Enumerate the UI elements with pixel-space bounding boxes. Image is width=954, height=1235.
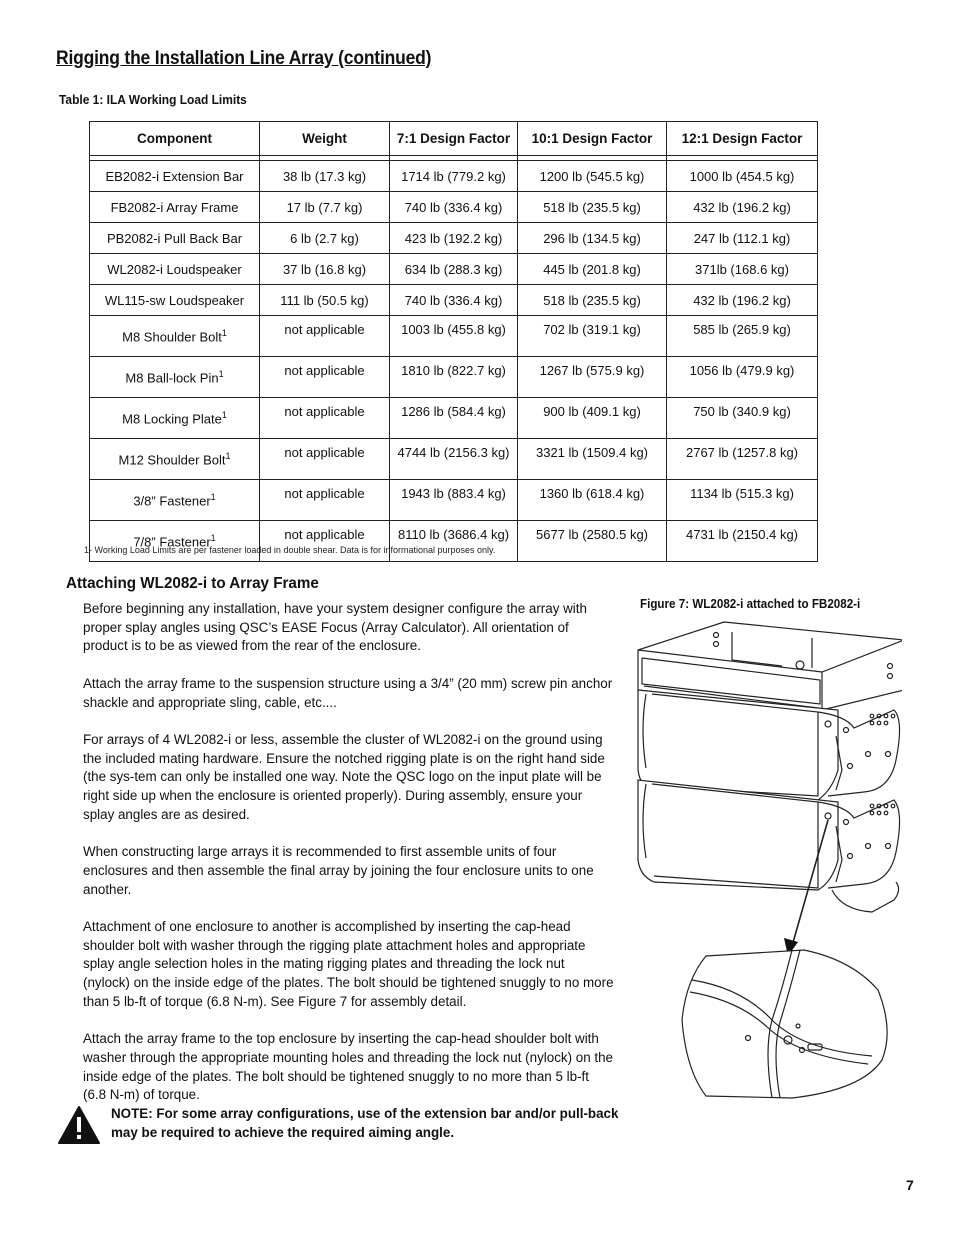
section-title: Attaching WL2082-i to Array Frame	[66, 575, 319, 592]
paragraph: Attachment of one enclosure to another is accomplished by inserting the cap-head shoulder bolt with washer through the rigging plate attachment holes and appropriate splay angle selection holes in the mating rigging plates and threading the lock nut (nylock) on the inside edge of the plates. The bolt should be tightened snuggly to no more than 5 lb-ft of torque (6.8 N-m). See Figure 7 for assembly detail.	[83, 918, 614, 1009]
table-footnote: 1- Working Load Limits are per fastener loaded in double shear. Data is for informational purposes only.	[84, 545, 496, 555]
cell-12to1: 750 lb (340.9 kg)	[667, 398, 818, 439]
cell-7to1: 740 lb (336.4 kg)	[390, 192, 518, 223]
header-component: Component	[90, 122, 260, 156]
footnote-marker: 1	[225, 450, 231, 461]
cell-7to1: 423 lb (192.2 kg)	[390, 223, 518, 254]
header-12to1: 12:1 Design Factor	[667, 122, 818, 156]
header-10to1: 10:1 Design Factor	[518, 122, 667, 156]
figure-caption: Figure 7: WL2082-i attached to FB2082-i	[640, 597, 861, 611]
cell-component: M8 Ball-lock Pin$^1$	[90, 357, 260, 398]
header-weight: Weight	[260, 122, 390, 156]
cell-7to1: 1810 lb (822.7 kg)	[390, 357, 518, 398]
table-row	[90, 254, 818, 285]
table-row	[90, 285, 818, 316]
table-row	[90, 439, 818, 480]
cell-component: EB2082-i Extension Bar	[90, 161, 260, 192]
table-row	[90, 316, 818, 357]
cell-12to1: 1056 lb (479.9 kg)	[667, 357, 818, 398]
cell-7to1: 1003 lb (455.8 kg)	[390, 316, 518, 357]
paragraph: Before beginning any installation, have your system designer configure the array with proper splay angles using QSC’s EASE Focus (Array Calculator). All orientation of product is to be as viewed from the rear of the enclosure.	[83, 601, 587, 654]
table-header-row	[90, 122, 818, 156]
footnote-marker: 1	[221, 327, 227, 338]
cell-12to1: 247 lb (112.1 kg)	[667, 223, 818, 254]
cell-7to1: 634 lb (288.3 kg)	[390, 254, 518, 285]
footnote-marker: 1	[210, 532, 216, 543]
cell-10to1: 518 lb (235.5 kg)	[518, 192, 667, 223]
cell-weight: not applicable	[260, 439, 390, 480]
cell-weight: not applicable	[260, 316, 390, 357]
table-row	[90, 398, 818, 439]
upper-enclosure-drawing	[638, 690, 900, 800]
page-number: 7	[906, 1177, 914, 1193]
detail-view-drawing	[682, 950, 887, 1098]
footnote-marker: 1	[218, 368, 224, 379]
body-text	[83, 600, 615, 1124]
cell-7to1: 1943 lb (883.4 kg)	[390, 480, 518, 521]
cell-10to1: 3321 lb (1509.4 kg)	[518, 439, 667, 480]
cell-weight: 6 lb (2.7 kg)	[260, 223, 390, 254]
cell-weight: not applicable	[260, 521, 390, 562]
cell-7to1: 4744 lb (2156.3 kg)	[390, 439, 518, 480]
footnote-marker: 1	[221, 409, 227, 420]
cell-component: PB2082-i Pull Back Bar	[90, 223, 260, 254]
cell-weight: not applicable	[260, 398, 390, 439]
paragraph: Attach the array frame to the suspension structure using a 3/4” (20 mm) screw pin anchor shackle and appropriate sling, cable, etc....	[83, 675, 613, 710]
array-frame-figure	[632, 620, 902, 1100]
cell-component: M8 Locking Plate$^1$	[90, 398, 260, 439]
cell-12to1: 432 lb (196.2 kg)	[667, 192, 818, 223]
cell-7to1: 740 lb (336.4 kg)	[390, 285, 518, 316]
table-row	[90, 161, 818, 192]
cell-12to1: 1134 lb (515.3 kg)	[667, 480, 818, 521]
paragraph: When constructing large arrays it is recommended to first assemble units of four enclosures and then assemble the final array by joining the four enclosure units to one another.	[83, 844, 594, 897]
cell-weight: not applicable	[260, 480, 390, 521]
table-row	[90, 480, 818, 521]
cell-component: WL115-sw Loudspeaker	[90, 285, 260, 316]
cell-7to1: 8110 lb (3686.4 kg)	[390, 521, 518, 562]
cell-10to1: 296 lb (134.5 kg)	[518, 223, 667, 254]
paragraph: For arrays of 4 WL2082-i or less, assemble the cluster of WL2082-i on the ground using the included mating hardware. Ensure the notched rigging plate is on the right hand side (the sys-tem can only be installed one way. Note the QSC logo on the input plate will be right side up when the enclosure is oriented properly). During assembly, ensure your splay angles are as desired.	[83, 731, 605, 822]
lower-enclosure-drawing	[638, 780, 900, 912]
cell-component: M12 Shoulder Bolt$^1$	[90, 439, 260, 480]
cell-12to1: 585 lb (265.9 kg)	[667, 316, 818, 357]
cell-12to1: 432 lb (196.2 kg)	[667, 285, 818, 316]
cell-12to1: 1000 lb (454.5 kg)	[667, 161, 818, 192]
cell-12to1: 2767 lb (1257.8 kg)	[667, 439, 818, 480]
paragraph: Attach the array frame to the top enclosure by inserting the cap-head shoulder bolt with washer through the appropriate mounting holes and threading the lock nut (nylock) on the inside edge of the plates. The bolt should be tightened snuggly to no more than 5 lb-ft (6.8 N-m) of torque.	[83, 1031, 614, 1103]
cell-component: M8 Shoulder Bolt$^1$	[90, 316, 260, 357]
load-limits-table	[89, 121, 818, 562]
note-text: NOTE: For some array configurations, use of the extension bar and/or pull-back may be required to achieve the required aiming angle.	[111, 1106, 619, 1140]
cell-7to1: 1714 lb (779.2 kg)	[390, 161, 518, 192]
cell-component: 7/8” Fastener$^1$	[90, 521, 260, 562]
cell-12to1: 4731 lb (2150.4 kg)	[667, 521, 818, 562]
cell-component: WL2082-i Loudspeaker	[90, 254, 260, 285]
page-title: Rigging the Installation Line Array (continued)	[56, 48, 432, 69]
cell-10to1: 1267 lb (575.9 kg)	[518, 357, 667, 398]
cell-10to1: 900 lb (409.1 kg)	[518, 398, 667, 439]
cell-component: 3/8” Fastener$^1$	[90, 480, 260, 521]
table-caption: Table 1: ILA Working Load Limits	[59, 92, 247, 107]
cell-10to1: 1360 lb (618.4 kg)	[518, 480, 667, 521]
header-7to1: 7:1 Design Factor	[390, 122, 518, 156]
cell-12to1: 371lb (168.6 kg)	[667, 254, 818, 285]
table-row	[90, 521, 818, 562]
cell-weight: 38 lb (17.3 kg)	[260, 161, 390, 192]
cell-10to1: 445 lb (201.8 kg)	[518, 254, 667, 285]
cell-10to1: 1200 lb (545.5 kg)	[518, 161, 667, 192]
table-row	[90, 192, 818, 223]
warning-icon	[57, 1105, 101, 1145]
cell-weight: not applicable	[260, 357, 390, 398]
cell-weight: 17 lb (7.7 kg)	[260, 192, 390, 223]
footnote-marker: 1	[210, 491, 216, 502]
cell-10to1: 518 lb (235.5 kg)	[518, 285, 667, 316]
cell-weight: 111 lb (50.5 kg)	[260, 285, 390, 316]
table-row	[90, 223, 818, 254]
cell-10to1: 5677 lb (2580.5 kg)	[518, 521, 667, 562]
cell-weight: 37 lb (16.8 kg)	[260, 254, 390, 285]
table-row	[90, 357, 818, 398]
cell-7to1: 1286 lb (584.4 kg)	[390, 398, 518, 439]
cell-10to1: 702 lb (319.1 kg)	[518, 316, 667, 357]
cell-component: FB2082-i Array Frame	[90, 192, 260, 223]
